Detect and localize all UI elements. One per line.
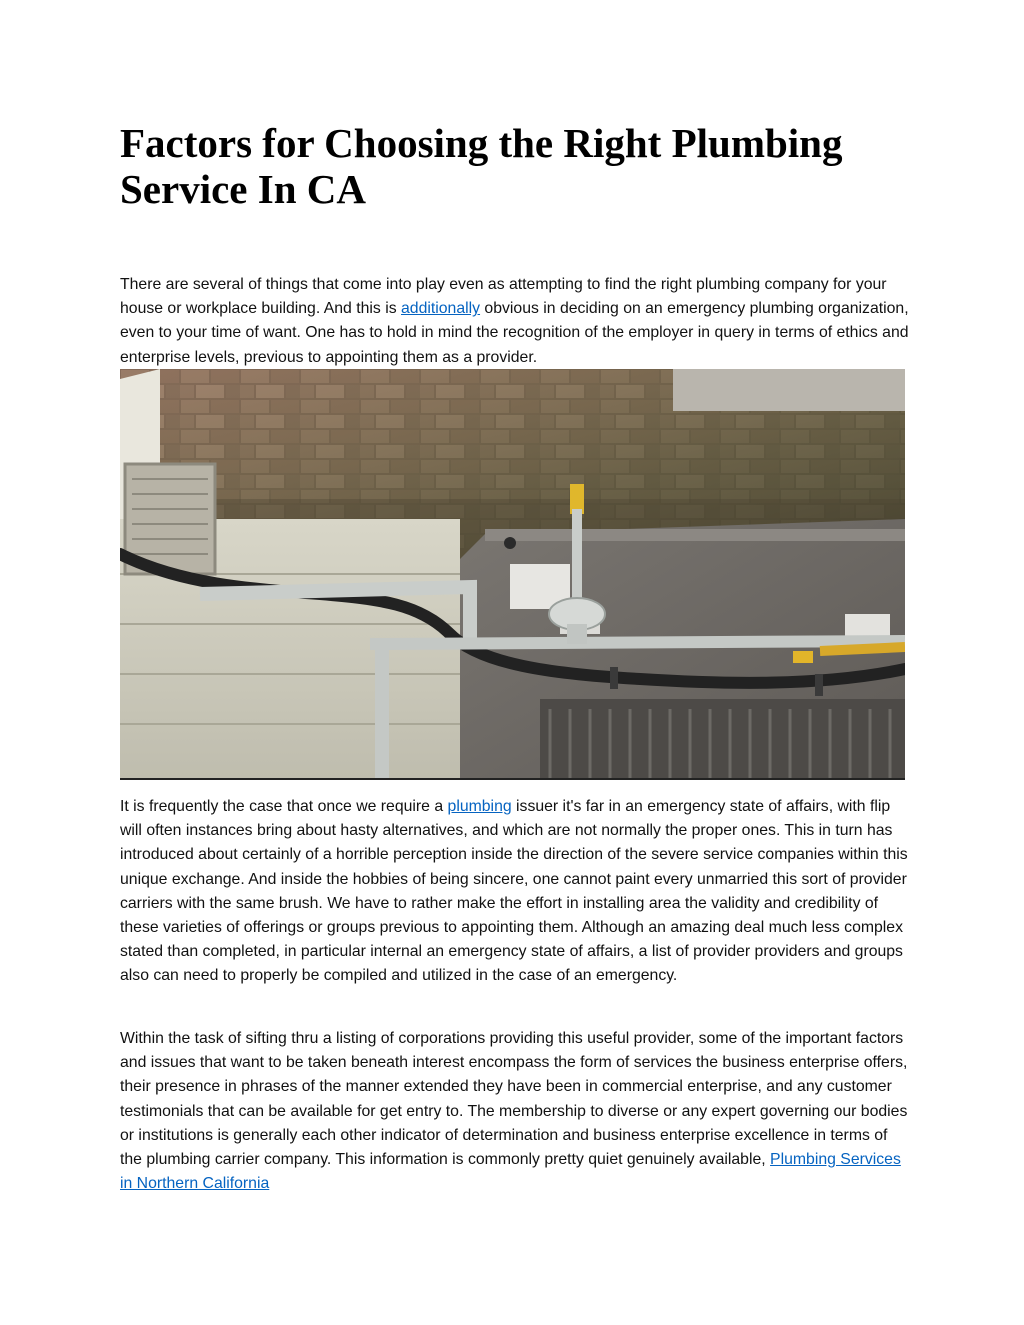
factors-text-before: Within the task of sifting thru a listing of corporations providing this useful provider, some of the important factors and issues that want to be taken beneath interest encompass the form of services the business enterprise offers, their presence in phrases of the manner extended they have been in commercial enterprise, and any customer testimonials that can be available for get entry to. The membership to diverse or any expert governing our bodies or institutions is generally each other indicator of determination and business enterprise excellence in terms of the plumbing carrier company. This information is commonly pretty quiet genuinely available,	[120, 1030, 908, 1169]
emergency-text-before: It is frequently the case that once we require a	[120, 798, 448, 815]
intro-text-before: There are several of things that come into play even as attempting to find the right plumbing company for your house or workplace building. And this is	[120, 276, 887, 318]
page-title: Factors for Choosing the Right Plumbing Service In CA	[120, 120, 843, 212]
emergency-paragraph	[120, 795, 910, 989]
intro-text-after: obvious in deciding on an emergency plumbing organization, even to your time of want. One has to hold in mind the recognition of the employer in query in terms of ethics and enterprise levels, previous to appointing them as a provider.	[120, 300, 909, 366]
intro-paragraph	[120, 273, 910, 370]
emergency-text-after: issuer it's far in an emergency state of affairs, with flip will often instances bring about hasty alternatives, and which are not normally the proper ones. This in turn has introduced about certainly of a horrible perception inside the direction of the severe service companies within this unique exchange. And inside the hobbies of being sincere, one cannot paint every unmarried this sort of provider carriers with the same brush. We have to rather make the effort in installing area the validity and credibility of these varieties of offerings or groups previous to appointing them. Although an amazing deal much less complex stated than completed, in particular internal an emergency state of affairs, a list of provider providers and groups also can need to properly be compiled and utilized in the case of an emergency.	[120, 798, 908, 985]
plumbing-services-northern-california-link[interactable]: Plumbing Services in Northern California	[120, 1151, 901, 1193]
factors-paragraph	[120, 1027, 910, 1196]
plumbing-link[interactable]: plumbing	[447, 798, 512, 815]
hvac-gas-line-photo	[120, 369, 905, 780]
additionally-link[interactable]: additionally	[401, 300, 481, 318]
